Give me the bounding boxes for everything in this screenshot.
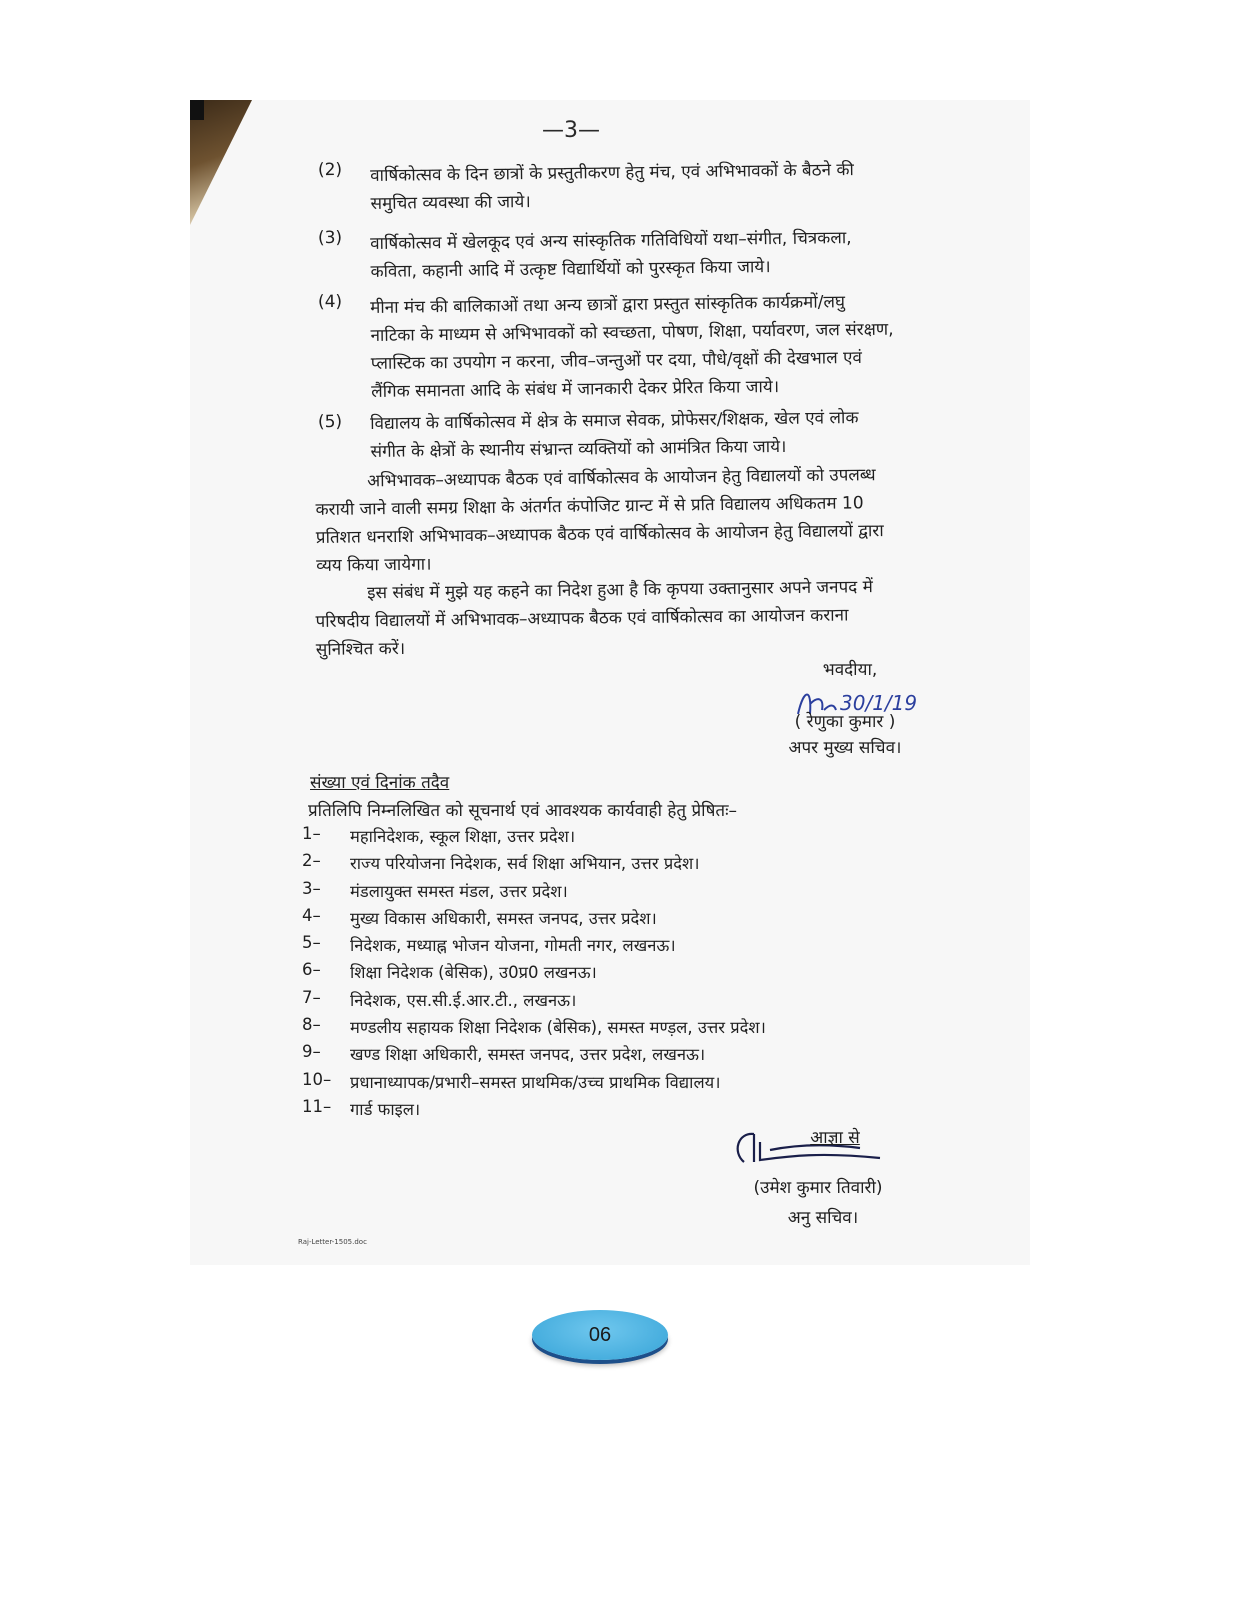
signatory-name: (उमेश कुमार तिवारी) xyxy=(753,1178,883,1198)
file-reference: Raj-Letter-1505.doc xyxy=(298,1238,367,1246)
list-item xyxy=(302,933,766,960)
list-number: 6– xyxy=(302,960,321,980)
list-item xyxy=(302,906,766,933)
paragraph-line: परिषदीय विद्यालयों में अभिभावक–अध्यापक बैठक एवं वार्षिकोत्सव का आयोजन कराना xyxy=(315,605,849,632)
list-text: खण्ड शिक्षा अधिकारी, समस्त जनपद, उत्तर प्रदेश, लखनऊ। xyxy=(350,1045,706,1065)
point-text xyxy=(370,287,971,406)
list-number: 8– xyxy=(302,1015,321,1035)
point-number: (3) xyxy=(317,227,343,249)
paragraph-line: इस संबंध में मुझे यह कहने का निदेश हुआ है कि कृपया उक्तानुसार अपने जनपद में xyxy=(367,577,873,604)
point-line: संगीत के क्षेत्रों के स्थानीय संभ्रान्त व्यक्तियों को आमंत्रित किया जाये। xyxy=(370,436,787,462)
list-item xyxy=(302,1070,766,1097)
list-text: मण्डलीय सहायक शिक्षा निदेशक (बेसिक), समस्त मण्ड़ल, उत्तर प्रदेश। xyxy=(350,1018,766,1038)
page-marker: —3— xyxy=(542,118,600,143)
point-number: (5) xyxy=(317,411,343,433)
list-number: 3– xyxy=(302,878,321,898)
list-item xyxy=(302,879,766,906)
by-order-text: आज्ञा से xyxy=(810,1128,860,1148)
paragraph-line: अभिभावक–अध्यापक बैठक एवं वार्षिकोत्सव के आयोजन हेतु विद्यालयों को उपलब्ध xyxy=(367,465,876,492)
point-line: वार्षिकोत्सव में खेलकूद एवं अन्य सांस्कृतिक गतिविधियों यथा–संगीत, चित्रकला, xyxy=(370,228,852,254)
point-text xyxy=(370,223,971,286)
copy-to-intro: प्रतिलिपि निम्नलिखित को सूचनार्थ एवं आवश्यक कार्यवाही हेतु प्रेषितः– xyxy=(308,801,738,821)
list-item xyxy=(302,1097,766,1124)
list-item xyxy=(302,960,766,987)
point-line: लैंगिक समानता आदि के संबंध में जानकारी देकर प्रेरित किया जाये। xyxy=(371,377,780,402)
point-number: (2) xyxy=(317,159,343,181)
handwritten-date: 30/1/19 xyxy=(840,691,918,715)
list-number: 4– xyxy=(302,905,321,925)
list-number: 9– xyxy=(302,1042,321,1062)
point-line: नाटिका के माध्यम से अभिभावकों को स्वच्छता, पोषण, शिक्षा, पर्यावरण, जल संरक्षण, xyxy=(370,319,894,346)
copy-recipient-list xyxy=(302,824,766,1124)
list-text: प्रधानाध्यापक/प्रभारी–समस्त प्राथमिक/उच्च प्राथमिक विद्यालय। xyxy=(350,1072,721,1092)
list-number: 5– xyxy=(302,933,321,953)
page-number: 06 xyxy=(588,1323,612,1346)
point-text xyxy=(370,155,971,218)
reference-heading: संख्या एवं दिनांक तदैव xyxy=(310,773,450,793)
list-text: राज्य परियोजना निदेशक, सर्व शिक्षा अभियान, उत्तर प्रदेश। xyxy=(350,854,700,874)
list-text: मुख्य विकास अधिकारी, समस्त जनपद, उत्तर प्रदेश। xyxy=(350,908,657,928)
scanned-letter-page xyxy=(190,100,1030,1265)
signatory-designation: अपर मुख्य सचिव। xyxy=(788,738,902,758)
point-line: प्लास्टिक का उपयोग न करना, जीव–जन्तुओं पर दया, पौधे/वृक्षों की देखभाल एवं xyxy=(370,347,863,374)
scan-corner-edge xyxy=(190,100,204,120)
list-text: निदेशक, मध्याह्न भोजन योजना, गोमती नगर, लखनऊ। xyxy=(350,936,676,956)
point-text xyxy=(370,403,971,466)
closing-salutation: भवदीया, xyxy=(822,660,878,680)
point-line: कविता, कहानी आदि में उत्कृष्ट विद्यार्थियों को पुरस्कृत किया जाये। xyxy=(370,257,771,282)
paragraph-line: व्यय किया जायेगा। xyxy=(316,554,432,576)
list-number: 11– xyxy=(302,1096,332,1116)
body-paragraph xyxy=(315,460,976,580)
list-text: महानिदेशक, स्कूल शिक्षा, उत्तर प्रदेश। xyxy=(350,827,576,846)
point-line: समुचित व्यवस्था की जाये। xyxy=(370,192,531,214)
body-paragraph xyxy=(315,572,976,664)
page-number-badge xyxy=(532,1310,668,1360)
list-item xyxy=(302,1042,766,1069)
paragraph-line: सुनिश्चित करें। xyxy=(315,638,406,660)
list-number: 7– xyxy=(302,987,321,1007)
list-text: शिक्षा निदेशक (बेसिक), उ0प्र0 लखनऊ। xyxy=(350,963,597,983)
signatory-designation: अनु सचिव। xyxy=(787,1208,859,1228)
list-item xyxy=(302,988,766,1015)
paragraph-line: करायी जाने वाली समग्र शिक्षा के अंतर्गत कंपोजिट ग्रान्ट में से प्रति विद्यालय अधिकतम 10 xyxy=(315,493,864,520)
list-number: 1– xyxy=(302,824,321,843)
list-text: गार्ड फाइल। xyxy=(350,1099,421,1119)
point-line: वार्षिकोत्सव के दिन छात्रों के प्रस्तुतीकरण हेतु मंच, एवं अभिभावकों के बैठने की xyxy=(370,160,854,186)
point-line: विद्यालय के वार्षिकोत्सव में क्षेत्र के समाज सेवक, प्रोफेसर/शिक्षक, खेल एवं लोक xyxy=(370,408,859,434)
list-text: मंडलायुक्त समस्त मंडल, उत्तर प्रदेश। xyxy=(350,881,568,901)
point-number: (4) xyxy=(317,291,343,313)
list-item xyxy=(302,851,766,878)
list-text: निदेशक, एस.सी.ई.आर.टी., लखनऊ। xyxy=(350,990,577,1010)
list-item xyxy=(302,824,766,851)
signatory-name: ( रेणुका कुमार ) xyxy=(794,712,896,732)
list-number: 2– xyxy=(302,851,321,871)
list-number: 10– xyxy=(302,1069,332,1089)
point-line: मीना मंच की बालिकाओं तथा अन्य छात्रों द्वारा प्रस्तुत सांस्कृतिक कार्यक्रमों/लघु xyxy=(370,292,846,318)
paragraph-line: प्रतिशत धनराशि अभिभावक–अध्यापक बैठक एवं वार्षिकोत्सव के आयोजन हेतु विद्यालयों द्वारा xyxy=(315,521,884,548)
list-item xyxy=(302,1015,766,1042)
